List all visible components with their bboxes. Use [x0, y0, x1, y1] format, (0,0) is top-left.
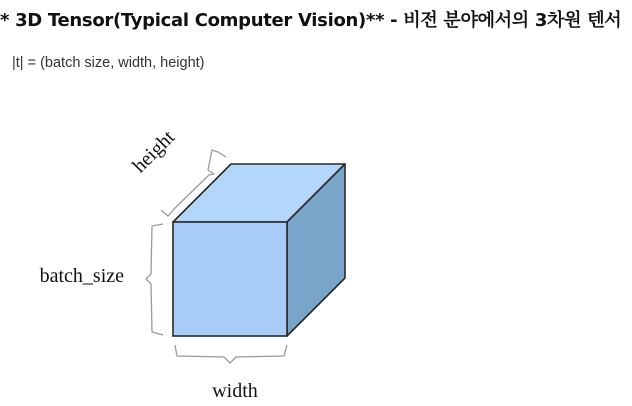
cube-front-face: [173, 222, 287, 336]
page-heading: * 3D Tensor(Typical Computer Vision)** - 비전 분야에서의 3차원 텐서: [0, 10, 622, 31]
tensor-shape-formula: |t| = (batch size, width, height): [12, 55, 205, 71]
width-label: width: [212, 380, 258, 402]
width-brace: [175, 345, 287, 363]
batch-size-label: batch_size: [39, 265, 124, 287]
batch-size-brace: [146, 224, 163, 335]
height-label: height: [128, 126, 180, 178]
